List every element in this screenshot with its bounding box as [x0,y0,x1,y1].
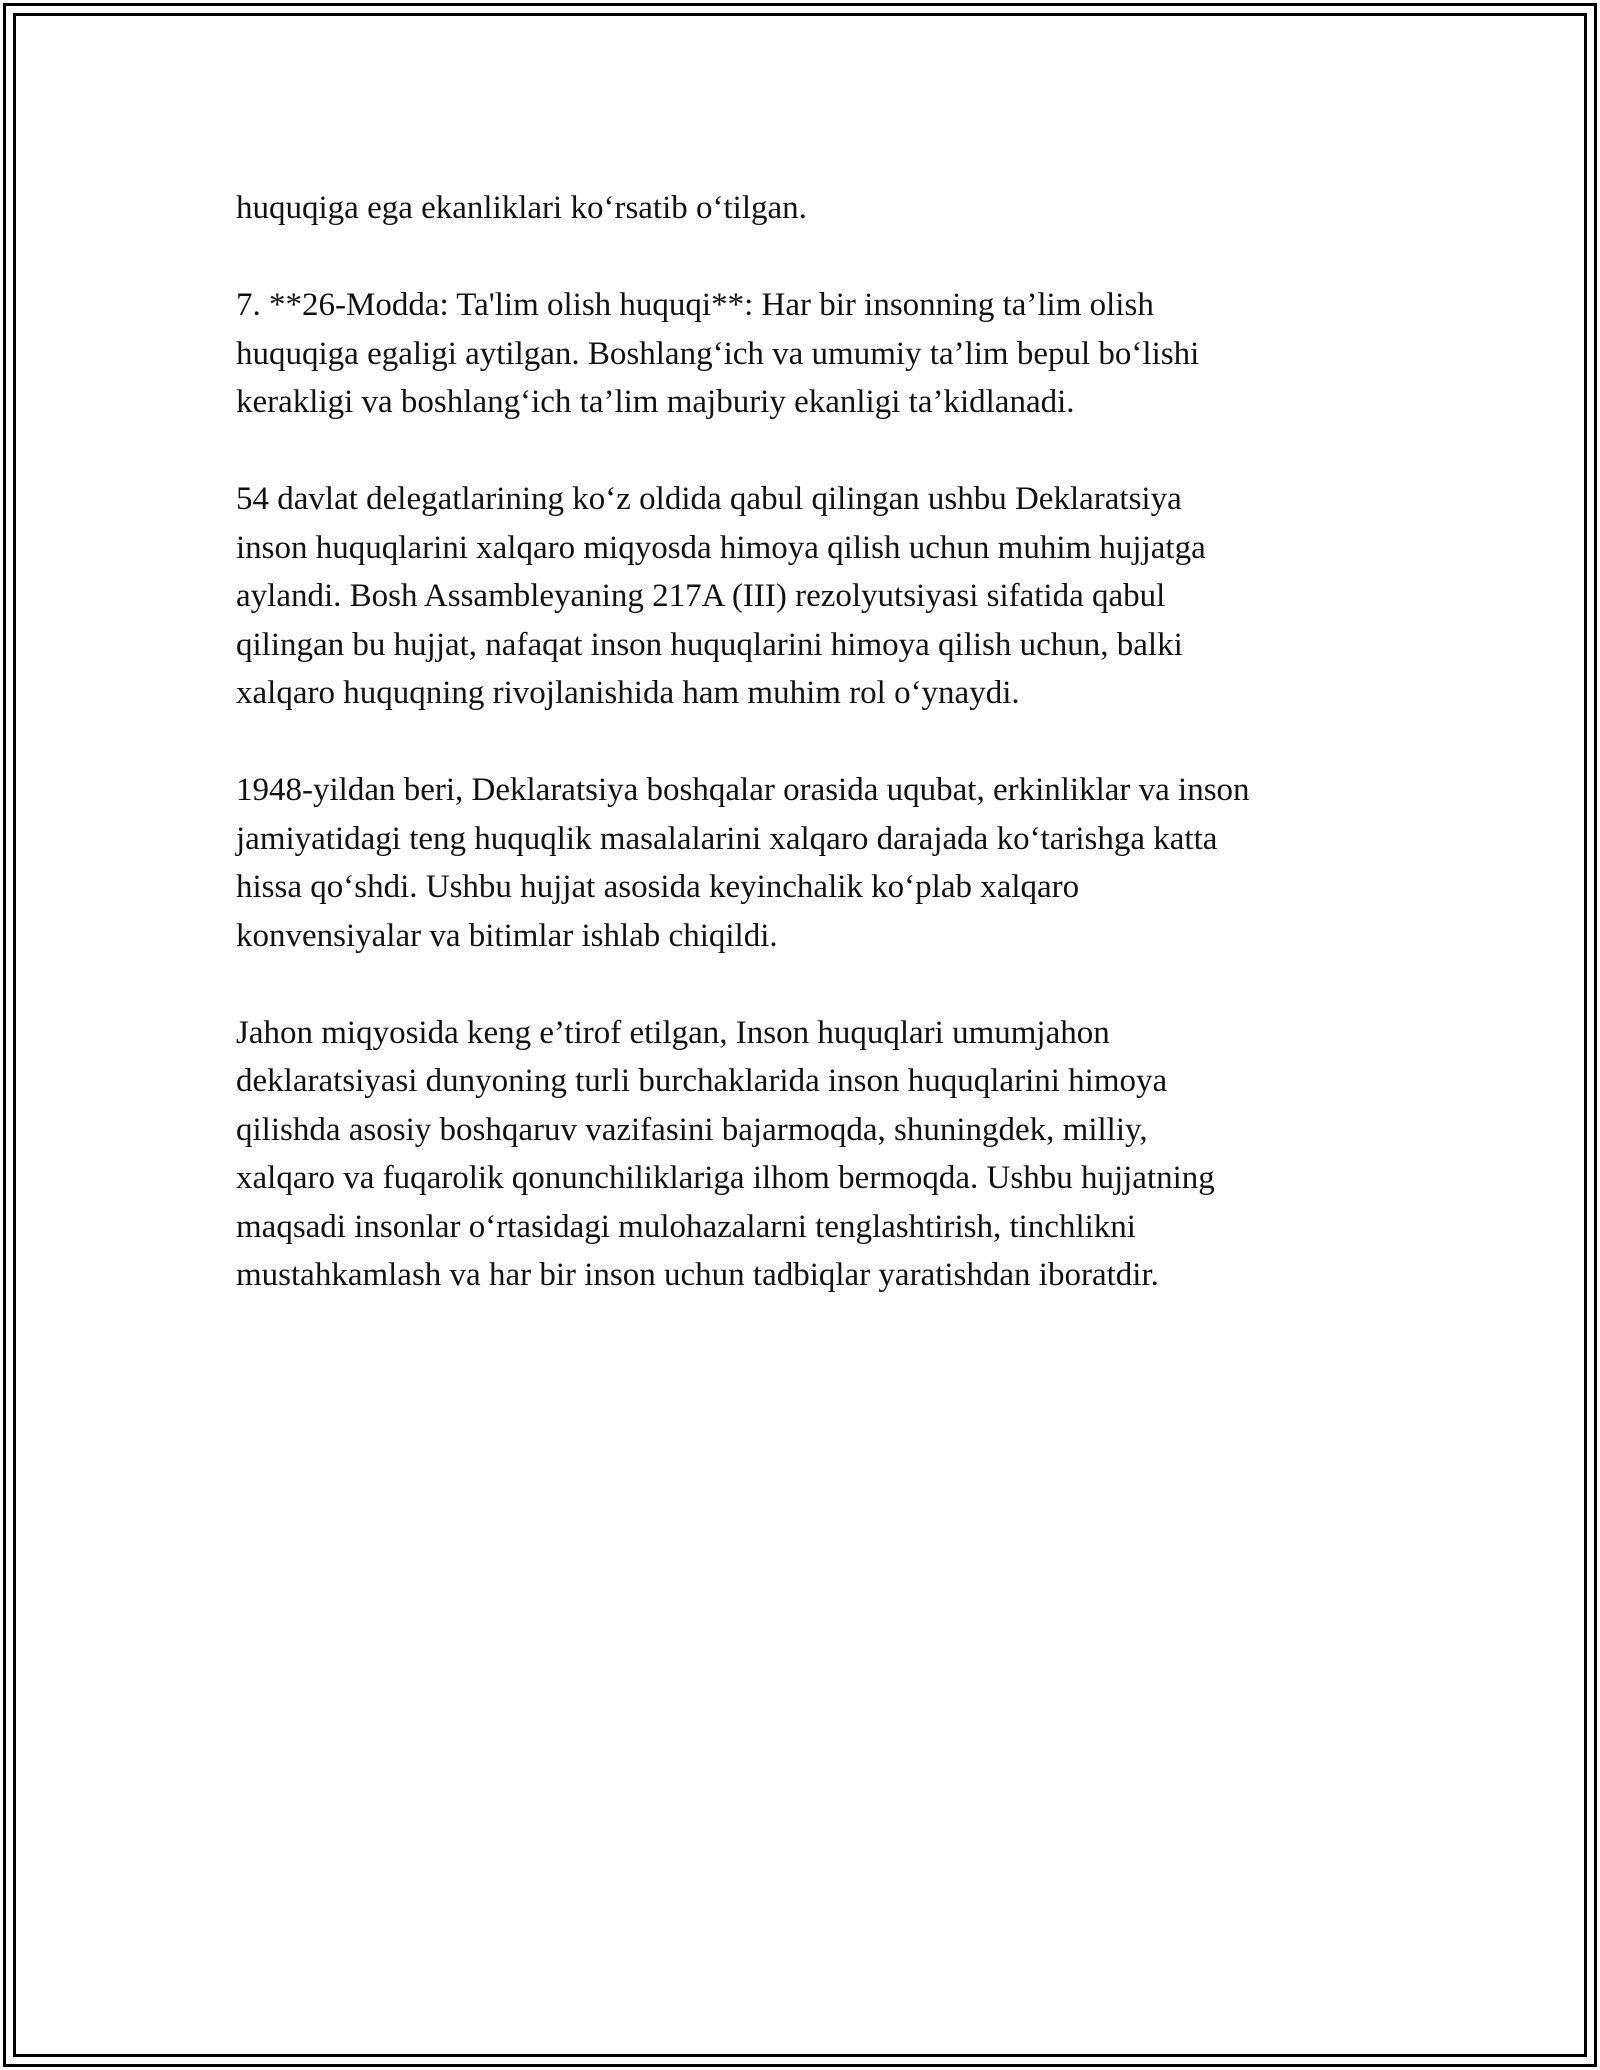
document-body [236,184,1376,1348]
paragraph-global-recognition: Jahon miqyosida keng e’tirof etilgan, Inson huquqlari umumjahon deklaratsiyasi dunyoning turli burchaklarida inson huquqlarini himoya qilishda asosiy boshqaruv vazifasini bajarmoqda, shuningdek, milliy, xalqaro va fuqarolik qonunchiliklariga ilhom bermoqda. Ushbu hujjatning maqsadi insonlar o‘rtasidagi mulohazalarni tenglashtirish, tinchlikni mustahkamlash va har bir inson uchun tadbiqlar yaratishdan iboratdir. [236,1014,1215,1293]
paragraph-article-26: 7. **26-Modda: Ta'lim olish huquqi**: Har bir insonning ta’lim olish huquqiga egaligi aytilgan. Boshlang‘ich va umumiy ta’lim bepul bo‘lishi kerakligi va boshlang‘ich ta’lim majburiy ekanligi ta’kidlanadi. [236,287,1200,420]
paragraph-declaration-adoption: 54 davlat delegatlarining ko‘z oldida qabul qilingan ushbu Deklaratsiya inson huquqlarini xalqaro miqyosda himoya qilish uchun muhim hujjatga aylandi. Bosh Assambleyaning 217A (III) rezolyutsiyasi sifatida qabul qilingan bu hujjat, nafaqat inson huquqlarini himoya qilish uchun, balki xalqaro huquqning rivojlanishida ham muhim rol o‘ynaydi. [236,481,1206,711]
paragraph-continuation: huquqiga ega ekanliklari ko‘rsatib o‘tilgan. [236,190,807,226]
paragraph-since-1948: 1948-yildan beri, Deklaratsiya boshqalar orasida uqubat, erkinliklar va inson jamiyatidagi teng huquqlik masalalarini xalqaro darajada ko‘tarishga katta hissa qo‘shdi. Ushbu hujjat asosida keyinchalik ko‘plab xalqaro konvensiyalar va bitimlar ishlab chiqildi. [236,772,1250,954]
